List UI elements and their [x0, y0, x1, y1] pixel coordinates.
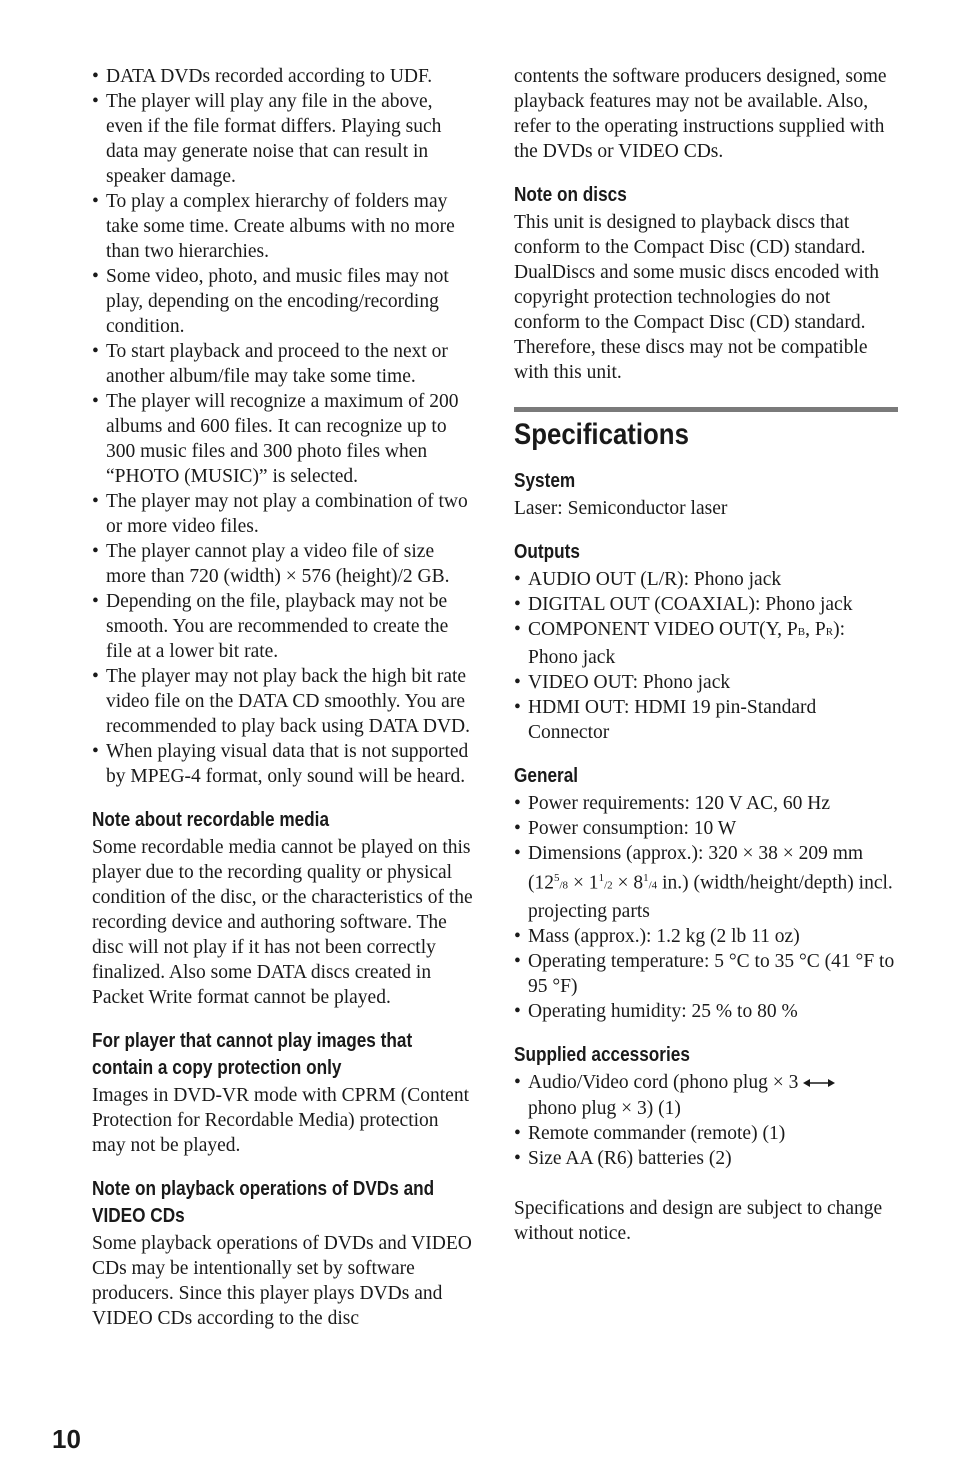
list-item [514, 841, 898, 924]
playback-operations-heading: Note on playback operations of DVDs and VIDEO CDs [92, 1178, 435, 1227]
playback-operations-text: Some playback operations of DVDs and VIDEO CDs may be intentionally set by software producers. Since this player plays DVDs and VIDEO CDs according to the disc [92, 1233, 472, 1329]
component-text-start: COMPONENT VIDEO OUT(Y, P [528, 619, 798, 640]
list-item: • The player may not play back the high bit rate video file on the DATA CD smoothly. You are recommended to play back using DATA DVD. [92, 664, 474, 739]
fraction-numerator: 1 [598, 872, 605, 884]
general-heading: General [514, 765, 579, 787]
list-item: • The player will recognize a maximum of 200 albums and 600 files. It can recognize up to 300 music files and 300 photo files when “PHOTO (MUSIC)” is selected. [92, 389, 474, 489]
list-item: • Some video, photo, and music files may not play, depending on the encoding/recording condition. [92, 264, 474, 339]
list-item [514, 617, 898, 670]
list-item: • The player will play any file in the above, even if the file format differs. Playing such data may generate noise that can result in speaker damage. [92, 89, 474, 189]
copy-protection-text: Images in DVD-VR mode with CPRM (Content Protection for Recordable Media) protection may not be played. [92, 1085, 469, 1156]
fraction-numerator: 5 [554, 872, 560, 884]
page-number: 10 [52, 1424, 81, 1454]
list-item: • Power consumption: 10 W [514, 816, 898, 841]
list-item: • DATA DVDs recorded according to UDF. [92, 64, 474, 89]
list-item: • The player cannot play a video file of size more than 720 (width) × 576 (height)/2 GB. [92, 539, 474, 589]
list-item [514, 1070, 898, 1121]
accessories-heading: Supplied accessories [514, 1043, 690, 1066]
cord-text-end: phono plug × 3) (1) [528, 1097, 681, 1119]
list-item: • Power requirements: 120 V AC, 60 Hz [514, 791, 898, 816]
list-item: • AUDIO OUT (L/R): Phono jack [514, 567, 898, 592]
component-text-end: ): Phono jack [528, 619, 845, 668]
specifications-title: Specifications [514, 418, 689, 451]
note-on-discs-text: This unit is designed to playback discs that conform to the Compact Disc (CD) standard. DualDiscs and some music discs encoded with copyright protection technologies do not conform to the Compact Disc (CD) standard. Therefore, these discs may not be compatible with this unit. [514, 212, 880, 383]
list-item: • Operating temperature: 5 °C to 35 °C (41 °F to 95 °F) [514, 949, 898, 999]
section-divider [514, 407, 898, 412]
list-item: • DIGITAL OUT (COAXIAL): Phono jack [514, 592, 898, 617]
list-item: • To start playback and proceed to the next or another album/file may take some time. [92, 339, 474, 389]
accessories-list [514, 1070, 898, 1171]
system-heading: System [514, 470, 576, 492]
fraction-denominator: /4 [648, 879, 658, 892]
change-notice: Specifications and design are subject to change without notice. [514, 1197, 883, 1244]
recordable-media-heading: Note about recordable media [92, 809, 330, 831]
component-pb-subscript: B [797, 626, 806, 638]
list-item: • Mass (approx.): 1.2 kg (2 lb 11 oz) [514, 924, 898, 949]
list-item: • Remote commander (remote) (1) [514, 1121, 898, 1146]
cord-text-start: Audio/Video cord (phono plug × 3 [528, 1071, 799, 1093]
dimensions-text-a: Dimensions (approx.): 320 × 38 × 209 mm (12 [528, 843, 864, 894]
system-text: Laser: Semiconductor laser [514, 498, 728, 519]
outputs-heading: Outputs [514, 541, 580, 563]
right-column [514, 64, 898, 1246]
component-text-mid: , P [805, 619, 826, 640]
dimensions-text-d: in.) (width/height/depth) incl. projecting parts [528, 872, 893, 922]
list-item: • Operating humidity: 25 % to 80 % [514, 999, 898, 1024]
list-item: • To play a complex hierarchy of folders may take some time. Create albums with no more than two hierarchies. [92, 189, 474, 264]
list-item: • HDMI OUT: HDMI 19 pin-Standard Connector [514, 695, 898, 745]
fraction-denominator: /2 [604, 879, 613, 892]
general-list [514, 791, 898, 1024]
fraction-numerator: 1 [643, 872, 649, 884]
dimensions-text-c: × 8 [612, 872, 644, 894]
fraction-denominator: /8 [559, 879, 569, 892]
copy-protection-heading: For player that cannot play images that contain a copy protection only [92, 1030, 413, 1079]
list-item: • Size AA (R6) batteries (2) [514, 1146, 898, 1171]
list-item: • When playing visual data that is not supported by MPEG-4 format, only sound will be heard. [92, 739, 474, 789]
recordable-media-text: Some recordable media cannot be played on this player due to the recording quality or physical condition of the disc, or the characteristics of the recording device and authoring software. The disc will not play if it has not been correctly finalized. Also some DATA discs created in Packet Write format cannot be played. [92, 837, 473, 1008]
list-item: • The player may not play a combination of two or more video files. [92, 489, 474, 539]
file-notes-list [92, 64, 474, 789]
outputs-list [514, 567, 898, 745]
component-pr-subscript: R [825, 626, 834, 638]
list-item: • Depending on the file, playback may not be smooth. You are recommended to create the file at a lower bit rate. [92, 589, 474, 664]
continued-paragraph: contents the software producers designed, some playback features may not be available. Also, refer to the operating instructions supplied with the DVDs or VIDEO CDs. [514, 66, 887, 162]
left-column [92, 64, 474, 1331]
list-item: • VIDEO OUT: Phono jack [514, 670, 898, 695]
double-arrow-icon [803, 1071, 835, 1096]
dimensions-text-b: × 1 [568, 872, 599, 894]
note-on-discs-heading: Note on discs [514, 184, 627, 206]
